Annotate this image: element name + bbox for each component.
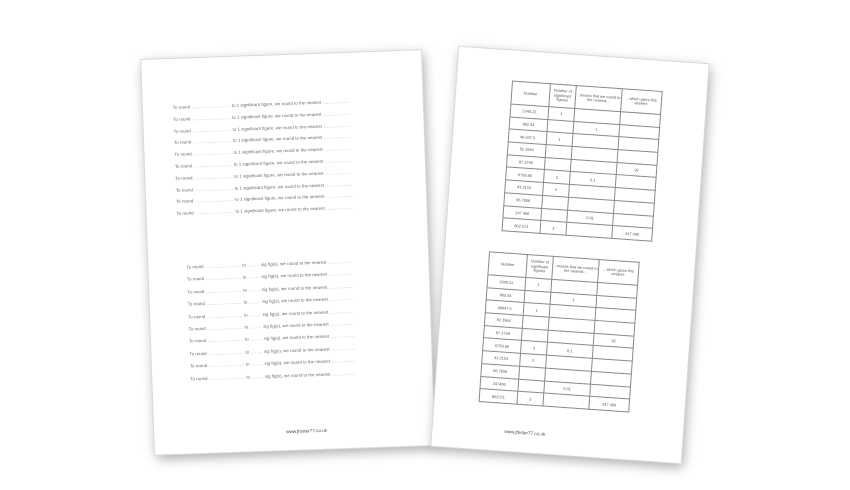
column-header: ...which gives this answer: bbox=[598, 260, 640, 286]
sentence-line bbox=[173, 99, 350, 110]
sentence-text: sig fig(s), we round to the nearest bbox=[264, 371, 331, 379]
sentence-line bbox=[186, 259, 352, 270]
blank-line: ........ bbox=[249, 348, 265, 355]
column-header: Number bbox=[511, 81, 551, 107]
worksheet-page-tables bbox=[431, 47, 708, 463]
blank-line: ................ bbox=[329, 333, 355, 340]
number-cell: 66.7856 bbox=[504, 193, 543, 208]
sentence-text: To round bbox=[187, 301, 205, 307]
sentence-text: To round bbox=[175, 175, 193, 181]
sentence-text: sig fig(s), we round to the nearest bbox=[261, 272, 328, 280]
number-cell: 247406 bbox=[480, 376, 519, 391]
sentence-line bbox=[187, 284, 353, 295]
sentence-line bbox=[176, 193, 353, 204]
blank-line: .......................... bbox=[192, 173, 235, 181]
sentence-text: To round bbox=[176, 210, 194, 217]
sentence-line bbox=[187, 271, 353, 282]
answer-cell bbox=[566, 222, 613, 238]
sentence-section-1 bbox=[141, 50, 421, 217]
sentence-text: To round bbox=[176, 198, 194, 205]
rounding-table-2 bbox=[479, 251, 640, 412]
sentence-text: to 1 significant figure, we round to the nearest bbox=[231, 99, 322, 108]
sentence-line bbox=[176, 205, 353, 216]
blank-line: .......................... bbox=[189, 102, 232, 110]
sentence-line bbox=[190, 370, 356, 381]
column-header: Number of significant figures bbox=[549, 84, 577, 109]
blank-line: ................ bbox=[329, 357, 356, 364]
answer-cell: 1 bbox=[546, 132, 573, 146]
answer-cell: 1 bbox=[523, 303, 550, 317]
sentence-text: To round bbox=[188, 325, 206, 332]
answer-cell: 1 bbox=[548, 107, 575, 121]
blank-line: .................. bbox=[324, 204, 354, 211]
page-footer-url: www.jfoster77.co.uk bbox=[286, 427, 328, 435]
blank-line: .......................... bbox=[193, 208, 236, 216]
blank-line: .......................... bbox=[191, 161, 234, 169]
blank-line: ........................ bbox=[205, 324, 245, 331]
blank-line: ................ bbox=[328, 320, 355, 327]
blank-line: ........ bbox=[249, 361, 265, 367]
number-cell: 802571 bbox=[479, 389, 518, 404]
answer-cell: 3 bbox=[521, 341, 548, 355]
sentence-text: sig fig(s), we round to the nearest bbox=[263, 346, 330, 354]
blank-line: .................. bbox=[323, 157, 352, 164]
column-header: ...which gives this answer: bbox=[621, 89, 663, 115]
answer-cell: 1 bbox=[550, 292, 597, 308]
number-cell: 43.2153 bbox=[505, 180, 544, 195]
column-header: ...means that we round to the nearest... bbox=[552, 256, 599, 282]
sentence-text: To round bbox=[190, 375, 208, 382]
sentence-text: To round bbox=[174, 151, 192, 158]
blank-line: ................ bbox=[326, 258, 352, 265]
sentence-text: to bbox=[244, 324, 249, 330]
sentence-text: to 1 significant figure, we round to the nearest bbox=[234, 170, 324, 179]
number-cell: 247 406 bbox=[503, 205, 542, 220]
blank-line: ........................ bbox=[203, 262, 243, 269]
answer-cell: 247 400 bbox=[589, 396, 630, 411]
answer-cell: 0.01 bbox=[544, 381, 591, 397]
sentence-text: to 1 significant figure, we round to the nearest bbox=[233, 158, 324, 167]
blank-line: .................. bbox=[321, 110, 350, 117]
number-cell: 962.34 bbox=[509, 117, 548, 132]
blank-line: .................. bbox=[321, 122, 351, 129]
answer-cell: 247 400 bbox=[612, 226, 653, 241]
sentence-text: To round bbox=[188, 313, 206, 320]
blank-line: ................ bbox=[328, 308, 354, 315]
blank-line: ........................ bbox=[206, 361, 246, 369]
blank-line: ........ bbox=[248, 336, 264, 342]
answer-cell: 1 bbox=[525, 277, 552, 291]
blank-line: ........................ bbox=[206, 349, 246, 356]
sentence-text: to 1 significant figure, we round to the nearest bbox=[235, 205, 325, 214]
sentence-text: sig fig(s), we round to the nearest bbox=[263, 334, 330, 342]
sentence-text: To round bbox=[186, 263, 204, 270]
sentence-text: To round bbox=[172, 104, 191, 110]
blank-line: .................. bbox=[321, 98, 350, 105]
blank-line: .................. bbox=[322, 145, 352, 152]
number-cell: 92.1944 bbox=[484, 313, 523, 328]
sentence-text: To round bbox=[174, 163, 193, 169]
sentence-text: sig fig(s), we round to the nearest bbox=[262, 309, 329, 317]
number-cell: 87.3759 bbox=[506, 155, 545, 170]
sentence-text: to bbox=[245, 349, 250, 355]
sentence-line bbox=[176, 181, 353, 192]
blank-line: .......................... bbox=[191, 138, 234, 145]
sentence-text: to 1 significant figure, we round to the nearest bbox=[232, 135, 323, 144]
sentence-text: To round bbox=[188, 338, 207, 344]
column-header: Number of significant figures bbox=[526, 255, 554, 280]
sentence-text: to bbox=[246, 373, 251, 380]
worksheet-page-sentences bbox=[141, 50, 435, 455]
blank-line: ........ bbox=[245, 261, 262, 268]
page-footer-url: www.jfoster77.co.uk bbox=[504, 428, 546, 437]
blank-line: ........................ bbox=[206, 336, 246, 344]
sentence-text: sig fig(s), we round to the nearest bbox=[261, 284, 328, 292]
number-cell: 962.34 bbox=[486, 287, 525, 302]
sentence-line bbox=[189, 346, 355, 357]
sentence-line bbox=[189, 333, 355, 344]
sentence-line bbox=[190, 358, 356, 369]
blank-line: ................ bbox=[330, 370, 356, 377]
answer-cell: 0.01 bbox=[567, 210, 614, 226]
blank-line: ........ bbox=[247, 311, 263, 318]
blank-line: .......................... bbox=[190, 114, 233, 122]
sentence-text: to bbox=[242, 262, 247, 268]
blank-line: ................ bbox=[327, 295, 354, 302]
sentence-line bbox=[175, 170, 352, 181]
sentence-text: to 1 significant figure, we round to the nearest bbox=[232, 111, 322, 120]
sentence-line bbox=[188, 308, 354, 319]
answer-cell: 0.1 bbox=[546, 343, 593, 359]
sentence-text: To round bbox=[187, 288, 205, 295]
blank-line: .................. bbox=[322, 134, 351, 141]
sentence-text: to 1 significant figure, we round to the nearest bbox=[234, 182, 325, 191]
number-cell: 48 647.5 bbox=[508, 129, 547, 144]
sentence-text: To round bbox=[175, 186, 193, 193]
answer-cell: 3 bbox=[543, 183, 570, 197]
answer-cell: 92 bbox=[616, 162, 657, 177]
number-cell: 2340.22 bbox=[487, 275, 526, 290]
number-cell: 92.1944 bbox=[507, 142, 546, 157]
sentence-line bbox=[188, 296, 354, 307]
blank-line: .......................... bbox=[192, 185, 235, 192]
blank-line: ................ bbox=[326, 271, 353, 278]
sentence-text: sig fig(s), we round to the nearest bbox=[262, 296, 328, 305]
answer-cell: 3 bbox=[520, 353, 547, 367]
answer-cell: 3 bbox=[517, 391, 544, 405]
blank-line: ........................ bbox=[203, 274, 243, 282]
sentence-text: to bbox=[243, 299, 248, 305]
sentence-text: to bbox=[244, 312, 248, 318]
blank-line: .................. bbox=[323, 181, 353, 188]
blank-line: ........................ bbox=[204, 299, 244, 307]
blank-line: ................ bbox=[329, 345, 356, 352]
sentence-line bbox=[189, 321, 355, 332]
blank-line: ........ bbox=[247, 299, 263, 305]
answer-cell: 92 bbox=[593, 333, 634, 348]
blank-line: ........ bbox=[249, 373, 265, 379]
sentence-text: sig fig(s), we round to the nearest bbox=[264, 358, 331, 367]
blank-line: ........................ bbox=[205, 312, 245, 319]
sentence-text: To round bbox=[189, 350, 207, 357]
blank-line: .................. bbox=[324, 193, 353, 200]
sentence-text: to 1 significant figure, we round to the nearest bbox=[233, 146, 323, 156]
blank-line: .................. bbox=[323, 169, 353, 176]
sentence-text: To round bbox=[174, 139, 192, 146]
blank-line: .......................... bbox=[193, 197, 236, 204]
sentence-text: To round bbox=[186, 276, 205, 282]
sentence-text: To round bbox=[173, 116, 191, 122]
sentence-line bbox=[175, 158, 352, 169]
sentence-text: to 1 significant figure, we round to the nearest bbox=[232, 123, 322, 132]
sentence-line bbox=[174, 146, 351, 157]
answer-cell: 0.1 bbox=[569, 172, 616, 188]
sentence-text: to bbox=[243, 287, 248, 293]
sentence-line bbox=[174, 122, 351, 133]
blank-line: ........ bbox=[246, 274, 262, 280]
rounding-table-1 bbox=[502, 81, 663, 242]
blank-line: .......................... bbox=[191, 150, 234, 157]
number-cell: 2340.22 bbox=[510, 104, 549, 119]
number-cell: 6759.86 bbox=[506, 167, 545, 182]
number-cell: 66.7856 bbox=[481, 363, 520, 378]
answer-cell: 3 bbox=[543, 170, 570, 184]
blank-line: ................ bbox=[327, 283, 353, 290]
answer-cell: 3 bbox=[540, 221, 567, 235]
sentence-line bbox=[174, 134, 351, 145]
sentence-text: to 1 significant figure, we round to the nearest bbox=[234, 194, 325, 203]
sentence-line bbox=[173, 111, 350, 122]
answer-cell: 1 bbox=[573, 121, 620, 137]
number-cell: 802 571 bbox=[502, 218, 541, 233]
number-cell: 48647.5 bbox=[485, 300, 524, 315]
number-cell: 6759.86 bbox=[483, 338, 522, 353]
sentence-text: sig fig(s), we round to the nearest bbox=[263, 321, 329, 329]
sentence-text: to bbox=[245, 361, 250, 367]
sentence-text: To round bbox=[189, 363, 208, 369]
number-cell: 43.2153 bbox=[482, 351, 521, 366]
blank-line: ........ bbox=[246, 286, 262, 293]
column-header: Number bbox=[488, 252, 528, 278]
sentence-text: sig fig(s), we round to the nearest bbox=[260, 259, 327, 267]
sentence-text: to bbox=[242, 274, 247, 280]
blank-line: ........................ bbox=[204, 287, 244, 294]
number-cell: 87.3759 bbox=[483, 325, 522, 340]
blank-line: .......................... bbox=[190, 126, 233, 133]
blank-line: ........ bbox=[248, 323, 264, 330]
answer-cell bbox=[543, 393, 590, 409]
blank-line: ........................ bbox=[207, 374, 247, 381]
sentence-text: To round bbox=[173, 127, 191, 134]
sentence-text: to bbox=[244, 336, 249, 342]
column-header: ...means that we round to the nearest... bbox=[575, 86, 622, 112]
